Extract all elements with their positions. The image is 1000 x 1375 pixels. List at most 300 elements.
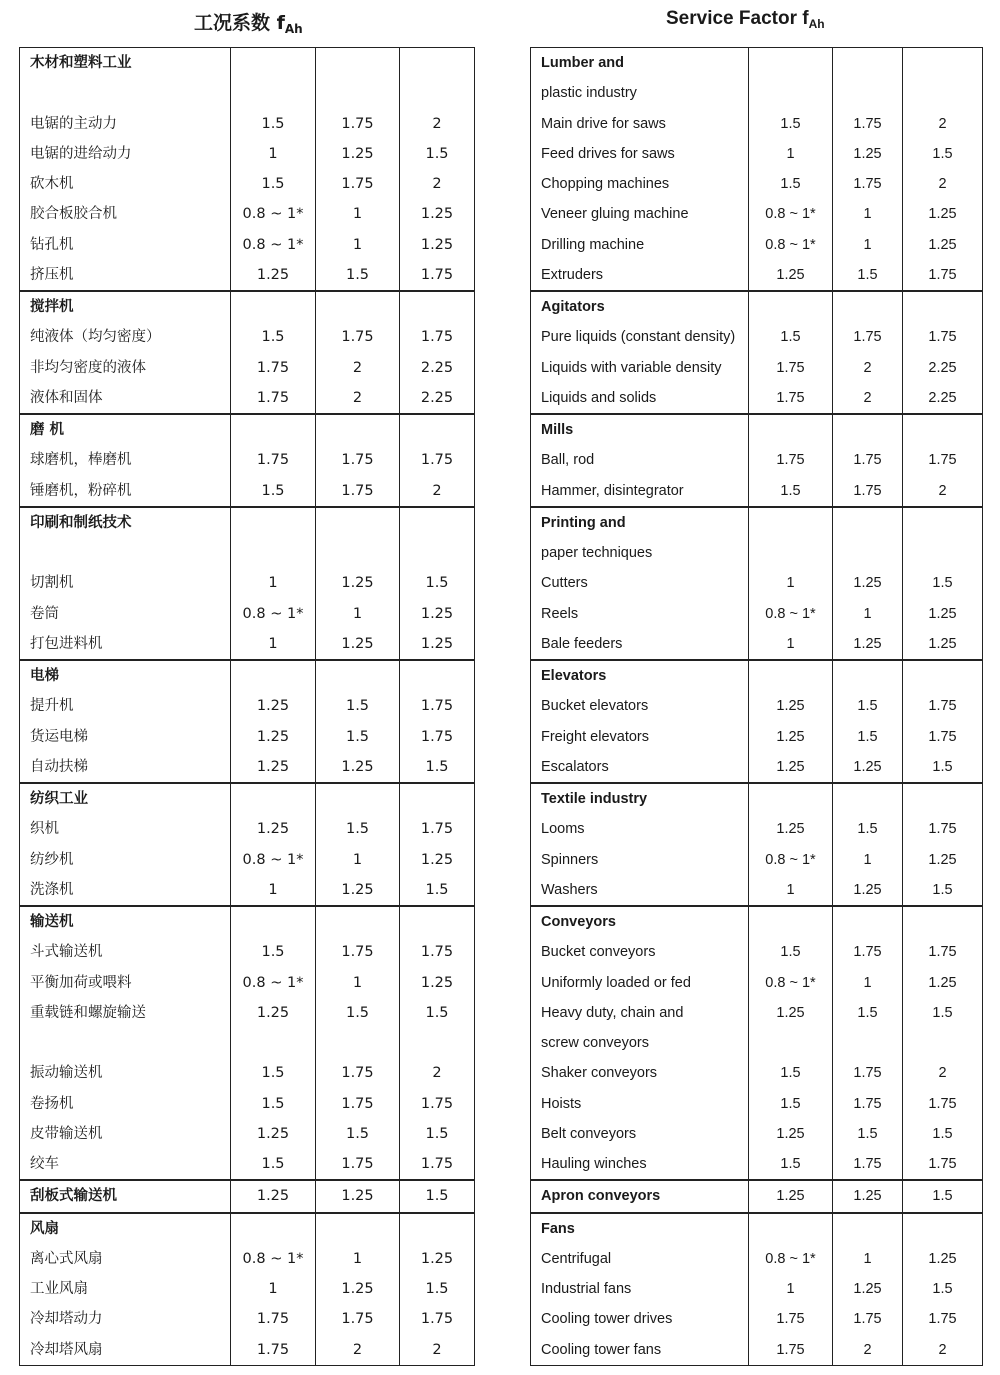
table-row [531, 722, 983, 752]
factor-value: 1.75 [749, 445, 833, 475]
factor-value [316, 507, 400, 538]
row-label: Industrial fans [531, 1274, 749, 1304]
factor-value: 1.75 [400, 1304, 475, 1334]
row-label: 挤压机 [20, 260, 231, 291]
category-row [20, 783, 475, 814]
factor-value [749, 906, 833, 937]
factor-value: 1 [231, 568, 316, 598]
factor-value [749, 78, 833, 108]
category-row [531, 507, 983, 538]
table-row [531, 875, 983, 906]
factor-value: 1.75 [903, 1089, 983, 1119]
factor-value: 1.5 [231, 1089, 316, 1119]
table-row [531, 445, 983, 475]
factor-value: 1.75 [400, 1089, 475, 1119]
factor-value: 1.25 [749, 814, 833, 844]
row-label: 卷扬机 [20, 1089, 231, 1119]
factor-value: 1.5 [400, 875, 475, 906]
factor-value: 1.75 [833, 169, 903, 199]
factor-value [903, 507, 983, 538]
row-label: Feed drives for saws [531, 139, 749, 169]
row-label: Elevators [531, 660, 749, 691]
table-row [531, 260, 983, 291]
factor-value [833, 48, 903, 79]
factor-value: 1 [316, 599, 400, 629]
factor-value: 1.25 [231, 1180, 316, 1212]
factor-value [400, 507, 475, 538]
factor-value: 1 [833, 1244, 903, 1274]
table-row [531, 998, 983, 1028]
factor-value: 1 [749, 139, 833, 169]
table-row [531, 1274, 983, 1304]
factor-value [400, 1028, 475, 1058]
category-row [20, 414, 475, 445]
chinese-service-factor-table [19, 47, 475, 1366]
factor-value [400, 48, 475, 79]
factor-value [903, 783, 983, 814]
factor-value: 0.8 ~ 1* [749, 968, 833, 998]
row-label: Liquids with variable density [531, 353, 749, 383]
factor-value: 1.5 [231, 322, 316, 352]
factor-value: 2 [400, 1058, 475, 1088]
row-label: Lumber and [531, 48, 749, 79]
factor-value [749, 414, 833, 445]
factor-value: 1.25 [833, 752, 903, 783]
row-label [20, 538, 231, 568]
factor-value: 1.25 [833, 875, 903, 906]
factor-value: 2 [400, 109, 475, 139]
table-row [20, 1244, 475, 1274]
factor-value: 1.5 [749, 1058, 833, 1088]
factor-value: 1.25 [903, 845, 983, 875]
factor-value: 1.5 [903, 1180, 983, 1212]
row-label: plastic industry [531, 78, 749, 108]
category-row [20, 1180, 475, 1212]
row-label: 印刷和制纸技术 [20, 507, 231, 538]
factor-value: 1.25 [749, 691, 833, 721]
row-label: 绞车 [20, 1149, 231, 1180]
factor-value: 0.8 ~ 1* [231, 1244, 316, 1274]
category-row [531, 1180, 983, 1212]
factor-value [316, 1028, 400, 1058]
row-label: 电锯的主动力 [20, 109, 231, 139]
row-label: Main drive for saws [531, 109, 749, 139]
factor-value: 1.75 [903, 445, 983, 475]
factor-value: 1.75 [231, 1304, 316, 1334]
row-label: Conveyors [531, 906, 749, 937]
factor-value: 1.5 [903, 875, 983, 906]
factor-value: 1.75 [400, 814, 475, 844]
factor-value: 1.5 [833, 998, 903, 1028]
factor-value: 1 [231, 1274, 316, 1304]
factor-value: 1.25 [400, 629, 475, 660]
table-row [531, 78, 983, 108]
factor-value: 1.5 [231, 109, 316, 139]
factor-value: 1.5 [400, 998, 475, 1028]
row-label: 液体和固体 [20, 383, 231, 414]
factor-value: 1.25 [316, 1180, 400, 1212]
factor-value: 0.8 ~ 1* [231, 199, 316, 229]
factor-value: 1.75 [316, 937, 400, 967]
table-row [20, 722, 475, 752]
table-row [20, 1028, 475, 1058]
factor-value [231, 78, 316, 108]
factor-value: 0.8 ~ 1* [749, 230, 833, 260]
table-row [20, 353, 475, 383]
english-table-title: Service Factor $f_{Ah}$ [666, 8, 825, 31]
factor-value: 1 [749, 568, 833, 598]
factor-value: 1.75 [833, 476, 903, 507]
table-row [531, 169, 983, 199]
factor-value: 1.25 [903, 230, 983, 260]
factor-value [833, 1028, 903, 1058]
factor-value [316, 660, 400, 691]
row-label: 振动输送机 [20, 1058, 231, 1088]
table-row [20, 1089, 475, 1119]
factor-value: 1.5 [749, 1149, 833, 1180]
factor-value [749, 291, 833, 322]
row-label: 提升机 [20, 691, 231, 721]
factor-value: 1.5 [231, 1058, 316, 1088]
factor-value: 1 [316, 1244, 400, 1274]
factor-value [231, 783, 316, 814]
factor-value: 1.75 [833, 937, 903, 967]
factor-value: 1.75 [400, 722, 475, 752]
category-row [20, 291, 475, 322]
factor-value: 1.75 [903, 722, 983, 752]
factor-value [400, 414, 475, 445]
factor-value: 2.25 [400, 353, 475, 383]
factor-value: 1 [316, 968, 400, 998]
row-label: Extruders [531, 260, 749, 291]
factor-value [400, 291, 475, 322]
factor-value: 1.5 [231, 1149, 316, 1180]
row-label: 离心式风扇 [20, 1244, 231, 1274]
table-row [531, 1058, 983, 1088]
row-label: 钻孔机 [20, 230, 231, 260]
row-label: Reels [531, 599, 749, 629]
factor-value: 1.25 [316, 139, 400, 169]
table-row [20, 1274, 475, 1304]
table-row [531, 1244, 983, 1274]
table-row [20, 230, 475, 260]
factor-value: 1.5 [903, 568, 983, 598]
table-row [20, 875, 475, 906]
factor-value: 1.25 [749, 722, 833, 752]
factor-value [231, 906, 316, 937]
factor-value: 1.25 [231, 814, 316, 844]
row-label: Cutters [531, 568, 749, 598]
factor-value [749, 1213, 833, 1244]
factor-value: 1.75 [749, 353, 833, 383]
factor-value: 1.25 [400, 1244, 475, 1274]
table-row [531, 476, 983, 507]
factor-value: 2 [903, 1335, 983, 1366]
factor-value: 1.25 [903, 629, 983, 660]
row-label: Hammer, disintegrator [531, 476, 749, 507]
factor-value: 0.8 ~ 1* [749, 599, 833, 629]
table-row [531, 937, 983, 967]
factor-value [316, 48, 400, 79]
factor-value: 1.5 [749, 937, 833, 967]
row-label: Bucket elevators [531, 691, 749, 721]
factor-value: 2 [400, 169, 475, 199]
factor-value: 1.75 [400, 260, 475, 291]
factor-value: 1 [231, 139, 316, 169]
row-label: 纺织工业 [20, 783, 231, 814]
category-row [20, 507, 475, 538]
row-label: Drilling machine [531, 230, 749, 260]
row-label: 胶合板胶合机 [20, 199, 231, 229]
factor-value: 1.5 [316, 260, 400, 291]
row-label: Liquids and solids [531, 383, 749, 414]
row-label: 织机 [20, 814, 231, 844]
factor-value: 1.5 [316, 1119, 400, 1149]
factor-value: 2.25 [400, 383, 475, 414]
row-label: 球磨机，棒磨机 [20, 445, 231, 475]
factor-value [316, 78, 400, 108]
row-label: 木材和塑料工业 [20, 48, 231, 79]
factor-value: 1.25 [400, 845, 475, 875]
factor-value: 1.5 [749, 1089, 833, 1119]
factor-value: 1.5 [400, 752, 475, 783]
table-row [531, 109, 983, 139]
category-row [531, 414, 983, 445]
factor-value: 1.5 [903, 1119, 983, 1149]
factor-value: 1.25 [400, 968, 475, 998]
table-row [531, 230, 983, 260]
factor-value: 1.5 [833, 260, 903, 291]
factor-value: 1.5 [833, 1119, 903, 1149]
factor-value: 1.75 [316, 445, 400, 475]
factor-value: 2 [833, 353, 903, 383]
table-row [20, 629, 475, 660]
row-label: Spinners [531, 845, 749, 875]
factor-value [833, 414, 903, 445]
row-label: Chopping machines [531, 169, 749, 199]
factor-value: 2 [316, 1335, 400, 1366]
row-label: Veneer gluing machine [531, 199, 749, 229]
row-label: 自动扶梯 [20, 752, 231, 783]
factor-value: 1.25 [749, 260, 833, 291]
factor-value: 1.75 [400, 445, 475, 475]
row-label: Pure liquids (constant density) [531, 322, 749, 352]
row-label: 皮带输送机 [20, 1119, 231, 1149]
factor-value: 1.25 [316, 568, 400, 598]
factor-value [833, 783, 903, 814]
factor-value: 1 [833, 845, 903, 875]
table-row [531, 383, 983, 414]
row-label: 货运电梯 [20, 722, 231, 752]
factor-value: 1.25 [903, 199, 983, 229]
row-label: Textile industry [531, 783, 749, 814]
factor-value: 1.25 [400, 230, 475, 260]
factor-value: 1.5 [833, 722, 903, 752]
category-row [531, 1213, 983, 1244]
table-row [531, 1304, 983, 1334]
factor-value: 1.75 [231, 445, 316, 475]
factor-value: 1.75 [749, 383, 833, 414]
row-label: 非均匀密度的液体 [20, 353, 231, 383]
factor-value: 1.25 [833, 568, 903, 598]
factor-value: 0.8 ~ 1* [231, 845, 316, 875]
factor-value [749, 1028, 833, 1058]
row-label: Mills [531, 414, 749, 445]
factor-value [316, 291, 400, 322]
factor-value [749, 783, 833, 814]
row-label: 砍木机 [20, 169, 231, 199]
factor-value: 1.75 [903, 814, 983, 844]
category-row [531, 291, 983, 322]
factor-value: 1.75 [903, 322, 983, 352]
factor-value: 1.75 [316, 109, 400, 139]
factor-value [833, 906, 903, 937]
factor-value: 1.75 [903, 1149, 983, 1180]
factor-value [400, 906, 475, 937]
factor-value [231, 507, 316, 538]
factor-value [833, 291, 903, 322]
factor-value: 0.8 ~ 1* [749, 845, 833, 875]
factor-value: 1.75 [400, 691, 475, 721]
factor-value [400, 538, 475, 568]
factor-value: 1.25 [316, 875, 400, 906]
table-row [531, 1149, 983, 1180]
factor-value: 1.75 [231, 353, 316, 383]
table-row [20, 599, 475, 629]
factor-value: 1.25 [400, 199, 475, 229]
factor-value [903, 538, 983, 568]
row-label: Uniformly loaded or fed [531, 968, 749, 998]
factor-value: 1.25 [231, 260, 316, 291]
table-row [20, 169, 475, 199]
factor-value [231, 1028, 316, 1058]
factor-value: 1 [316, 845, 400, 875]
factor-value: 1.5 [231, 169, 316, 199]
table-row [20, 476, 475, 507]
row-label: Ball, rod [531, 445, 749, 475]
row-label: Hoists [531, 1089, 749, 1119]
factor-value: 1.5 [903, 1274, 983, 1304]
table-row [531, 629, 983, 660]
factor-value: 1.75 [316, 169, 400, 199]
factor-value: 1.5 [833, 814, 903, 844]
factor-value: 1 [833, 968, 903, 998]
factor-value: 1.5 [316, 691, 400, 721]
factor-value [749, 538, 833, 568]
table-row [20, 109, 475, 139]
factor-value: 1.5 [833, 691, 903, 721]
row-label: 打包进料机 [20, 629, 231, 660]
table-row [531, 538, 983, 568]
factor-value: 1.25 [833, 1274, 903, 1304]
table-row [531, 1335, 983, 1366]
row-label: 风扇 [20, 1213, 231, 1244]
factor-value: 2 [903, 169, 983, 199]
factor-value: 1.25 [749, 1119, 833, 1149]
factor-value: 1.75 [833, 1149, 903, 1180]
factor-value: 1.25 [316, 1274, 400, 1304]
factor-value [316, 906, 400, 937]
row-label: Cooling tower fans [531, 1335, 749, 1366]
row-label: Printing and [531, 507, 749, 538]
factor-value: 1.75 [903, 691, 983, 721]
table-row [20, 968, 475, 998]
factor-value [400, 660, 475, 691]
factor-value: 1.5 [400, 568, 475, 598]
factor-value: 1 [833, 230, 903, 260]
row-label: 电梯 [20, 660, 231, 691]
factor-value: 1.25 [231, 722, 316, 752]
factor-value: 2 [903, 109, 983, 139]
factor-value: 1.75 [903, 260, 983, 291]
row-label: Freight elevators [531, 722, 749, 752]
category-row [20, 1213, 475, 1244]
factor-value [400, 783, 475, 814]
factor-value [231, 1213, 316, 1244]
factor-value: 1 [749, 1274, 833, 1304]
factor-value [400, 1213, 475, 1244]
factor-value: 1.25 [231, 752, 316, 783]
factor-value [749, 48, 833, 79]
table-row [20, 691, 475, 721]
factor-value [903, 414, 983, 445]
factor-value [316, 1213, 400, 1244]
factor-value [903, 48, 983, 79]
factor-value: 2 [400, 1335, 475, 1366]
row-label: Cooling tower drives [531, 1304, 749, 1334]
table-row [531, 199, 983, 229]
factor-value: 1 [833, 599, 903, 629]
row-label [20, 78, 231, 108]
factor-value: 2 [903, 1058, 983, 1088]
factor-value: 1.5 [749, 476, 833, 507]
table-row [531, 691, 983, 721]
row-label: 工业风扇 [20, 1274, 231, 1304]
table-row [531, 814, 983, 844]
factor-value: 1.75 [833, 322, 903, 352]
row-label: Agitators [531, 291, 749, 322]
row-label: 冷却塔动力 [20, 1304, 231, 1334]
factor-value [231, 414, 316, 445]
factor-value: 1.75 [316, 1304, 400, 1334]
factor-value: 1.75 [316, 476, 400, 507]
factor-value: 1.25 [833, 139, 903, 169]
factor-value [903, 1213, 983, 1244]
factor-value: 1.5 [749, 322, 833, 352]
factor-value: 1.75 [903, 937, 983, 967]
factor-value: 1 [316, 199, 400, 229]
factor-value: 1 [231, 875, 316, 906]
factor-value [316, 783, 400, 814]
factor-value: 1 [749, 875, 833, 906]
row-label: paper techniques [531, 538, 749, 568]
factor-value: 1.5 [400, 1180, 475, 1212]
factor-value [903, 78, 983, 108]
factor-value: 1 [749, 629, 833, 660]
factor-value: 1.5 [749, 109, 833, 139]
table-row [531, 353, 983, 383]
factor-value: 1.75 [749, 1304, 833, 1334]
table-row [20, 445, 475, 475]
row-label: Escalators [531, 752, 749, 783]
factor-value: 1.5 [316, 814, 400, 844]
factor-value: 1.5 [749, 169, 833, 199]
row-label: Belt conveyors [531, 1119, 749, 1149]
factor-value: 1.25 [903, 968, 983, 998]
factor-value: 1.75 [316, 1149, 400, 1180]
category-row [531, 906, 983, 937]
row-label: Shaker conveyors [531, 1058, 749, 1088]
